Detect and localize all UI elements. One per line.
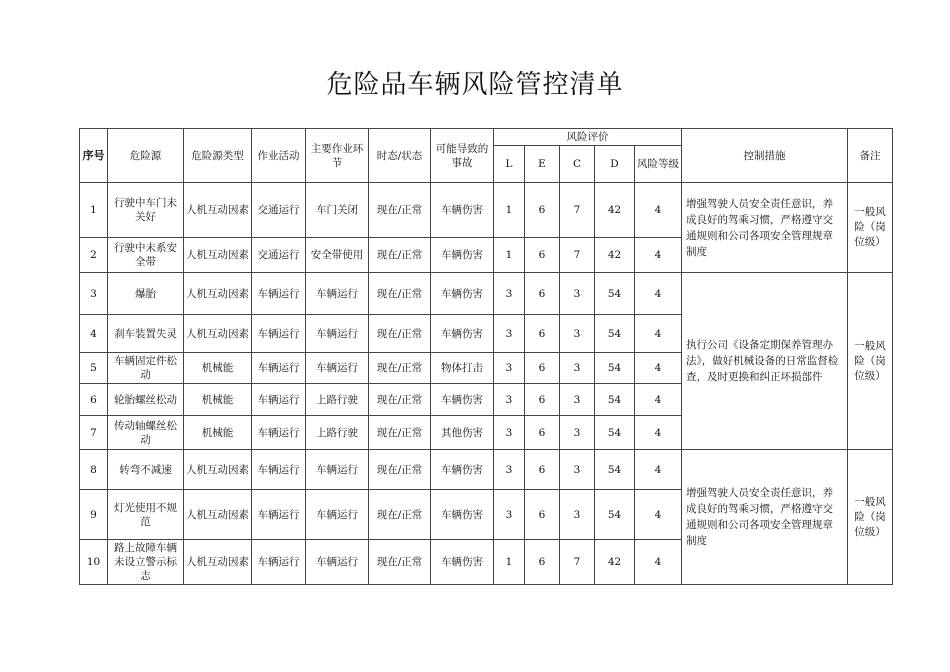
row-hazard-type: 人机互动因素: [184, 183, 252, 238]
row-l: 3: [494, 315, 525, 353]
row-link: 上路行驶: [306, 384, 369, 416]
control-measures: 增强驾驶人员安全责任意识，养成良好的驾乘习惯，严格遵守交通规则和公司各项安全管理规章制度: [682, 450, 848, 585]
row-e: 6: [525, 183, 560, 238]
row-activity: 车辆运行: [252, 450, 306, 490]
row-e: 6: [525, 490, 560, 540]
row-seq: 10: [80, 540, 108, 585]
row-link: 车辆运行: [306, 450, 369, 490]
row-hazard: 刹车装置失灵: [108, 315, 184, 353]
header-level: 风险等级: [635, 146, 682, 183]
row-accident: 其他伤害: [431, 416, 494, 450]
row-l: 3: [494, 353, 525, 384]
row-hazard: 灯光使用不规范: [108, 490, 184, 540]
row-hazard-type: 机械能: [184, 416, 252, 450]
row-d: 42: [595, 540, 635, 585]
row-seq: 6: [80, 384, 108, 416]
header-e: E: [525, 146, 560, 183]
row-accident: 车辆伤害: [431, 315, 494, 353]
header-activity: 作业活动: [252, 129, 306, 183]
row-state: 现在/正常: [369, 353, 431, 384]
row-l: 3: [494, 384, 525, 416]
header-control: 控制措施: [682, 129, 848, 183]
row-accident: 车辆伤害: [431, 490, 494, 540]
row-hazard-type: 人机互动因素: [184, 490, 252, 540]
row-seq: 1: [80, 183, 108, 238]
row-level: 4: [635, 315, 682, 353]
row-level: 4: [635, 273, 682, 315]
row-c: 3: [560, 315, 595, 353]
remark: 一般风险（岗位级）: [848, 183, 893, 273]
row-state: 现在/正常: [369, 384, 431, 416]
row-state: 现在/正常: [369, 183, 431, 238]
row-hazard-type: 人机互动因素: [184, 540, 252, 585]
row-accident: 车辆伤害: [431, 384, 494, 416]
row-l: 1: [494, 183, 525, 238]
row-activity: 车辆运行: [252, 315, 306, 353]
row-level: 4: [635, 540, 682, 585]
row-seq: 3: [80, 273, 108, 315]
row-e: 6: [525, 238, 560, 273]
header-hazard-type: 危险源类型: [184, 129, 252, 183]
header-d: D: [595, 146, 635, 183]
row-level: 4: [635, 183, 682, 238]
row-accident: 车辆伤害: [431, 183, 494, 238]
row-activity: 交通运行: [252, 238, 306, 273]
row-hazard: 路上故障车辆未设立警示标志: [108, 540, 184, 585]
row-level: 4: [635, 238, 682, 273]
table-row: [80, 273, 893, 315]
row-e: 6: [525, 273, 560, 315]
row-l: 3: [494, 490, 525, 540]
row-e: 6: [525, 353, 560, 384]
row-d: 54: [595, 450, 635, 490]
table-row: [80, 450, 893, 490]
row-link: 车辆运行: [306, 353, 369, 384]
header-c: C: [560, 146, 595, 183]
row-d: 42: [595, 238, 635, 273]
header-l: L: [494, 146, 525, 183]
row-c: 7: [560, 238, 595, 273]
row-accident: 车辆伤害: [431, 238, 494, 273]
row-seq: 2: [80, 238, 108, 273]
row-link: 车门关闭: [306, 183, 369, 238]
row-link: 上路行驶: [306, 416, 369, 450]
row-e: 6: [525, 315, 560, 353]
control-measures: 执行公司《设备定期保养管理办法》，做好机械设备的日常监督检查，及时更换和纠正坏损部件: [682, 273, 848, 450]
header-state: 时态/状态: [369, 129, 431, 183]
row-hazard: 爆胎: [108, 273, 184, 315]
row-l: 1: [494, 238, 525, 273]
row-d: 54: [595, 353, 635, 384]
row-e: 6: [525, 384, 560, 416]
row-l: 3: [494, 416, 525, 450]
row-seq: 5: [80, 353, 108, 384]
row-hazard: 转弯不减速: [108, 450, 184, 490]
row-hazard: 车辆固定件松动: [108, 353, 184, 384]
row-d: 54: [595, 490, 635, 540]
risk-table: [79, 128, 893, 585]
row-state: 现在/正常: [369, 273, 431, 315]
row-level: 4: [635, 416, 682, 450]
row-accident: 车辆伤害: [431, 450, 494, 490]
row-hazard-type: 机械能: [184, 384, 252, 416]
remark: 一般风险（岗位级）: [848, 450, 893, 585]
row-c: 3: [560, 273, 595, 315]
row-seq: 4: [80, 315, 108, 353]
row-l: 3: [494, 450, 525, 490]
row-d: 42: [595, 183, 635, 238]
row-hazard-type: 人机互动因素: [184, 450, 252, 490]
row-c: 3: [560, 450, 595, 490]
row-c: 3: [560, 353, 595, 384]
remark: 一般风险（岗位级）: [848, 273, 893, 450]
row-state: 现在/正常: [369, 416, 431, 450]
row-c: 3: [560, 384, 595, 416]
row-activity: 车辆运行: [252, 384, 306, 416]
row-link: 安全带使用: [306, 238, 369, 273]
row-hazard-type: 人机互动因素: [184, 315, 252, 353]
row-activity: 车辆运行: [252, 490, 306, 540]
header-risk-eval: 风险评价: [494, 129, 682, 146]
row-activity: 车辆运行: [252, 416, 306, 450]
row-link: 车辆运行: [306, 490, 369, 540]
row-activity: 交通运行: [252, 183, 306, 238]
row-hazard-type: 人机互动因素: [184, 238, 252, 273]
row-activity: 车辆运行: [252, 540, 306, 585]
row-link: 车辆运行: [306, 540, 369, 585]
row-activity: 车辆运行: [252, 273, 306, 315]
row-e: 6: [525, 540, 560, 585]
row-link: 车辆运行: [306, 273, 369, 315]
row-c: 7: [560, 183, 595, 238]
header-accident: 可能导致的事故: [431, 129, 494, 183]
row-l: 3: [494, 273, 525, 315]
row-l: 1: [494, 540, 525, 585]
row-level: 4: [635, 490, 682, 540]
row-e: 6: [525, 416, 560, 450]
row-hazard-type: 机械能: [184, 353, 252, 384]
row-activity: 车辆运行: [252, 353, 306, 384]
row-d: 54: [595, 384, 635, 416]
header-remark: 备注: [848, 129, 893, 183]
page-title: 危险品车辆风险管控清单: [326, 70, 624, 100]
row-hazard: 轮胎螺丝松动: [108, 384, 184, 416]
row-link: 车辆运行: [306, 315, 369, 353]
row-seq: 7: [80, 416, 108, 450]
row-accident: 车辆伤害: [431, 273, 494, 315]
row-d: 54: [595, 273, 635, 315]
row-state: 现在/正常: [369, 540, 431, 585]
row-accident: 物体打击: [431, 353, 494, 384]
row-accident: 车辆伤害: [431, 540, 494, 585]
header-link: 主要作业环节: [306, 129, 369, 183]
row-hazard-type: 人机互动因素: [184, 273, 252, 315]
row-hazard: 行驶中未系安全带: [108, 238, 184, 273]
row-hazard: 传动轴螺丝松动: [108, 416, 184, 450]
row-e: 6: [525, 450, 560, 490]
row-seq: 9: [80, 490, 108, 540]
row-d: 54: [595, 315, 635, 353]
row-level: 4: [635, 450, 682, 490]
row-c: 3: [560, 416, 595, 450]
row-c: 3: [560, 490, 595, 540]
row-c: 7: [560, 540, 595, 585]
row-state: 现在/正常: [369, 315, 431, 353]
header-seq: 序号: [80, 129, 108, 183]
row-level: 4: [635, 384, 682, 416]
row-state: 现在/正常: [369, 238, 431, 273]
control-measures: 增强驾驶人员安全责任意识，养成良好的驾乘习惯，严格遵守交通规则和公司各项安全管理规章制度: [682, 183, 848, 273]
row-state: 现在/正常: [369, 490, 431, 540]
row-d: 54: [595, 416, 635, 450]
table-row: [80, 183, 893, 238]
row-level: 4: [635, 353, 682, 384]
row-state: 现在/正常: [369, 450, 431, 490]
row-hazard: 行驶中车门未关好: [108, 183, 184, 238]
header-hazard: 危险源: [108, 129, 184, 183]
row-seq: 8: [80, 450, 108, 490]
